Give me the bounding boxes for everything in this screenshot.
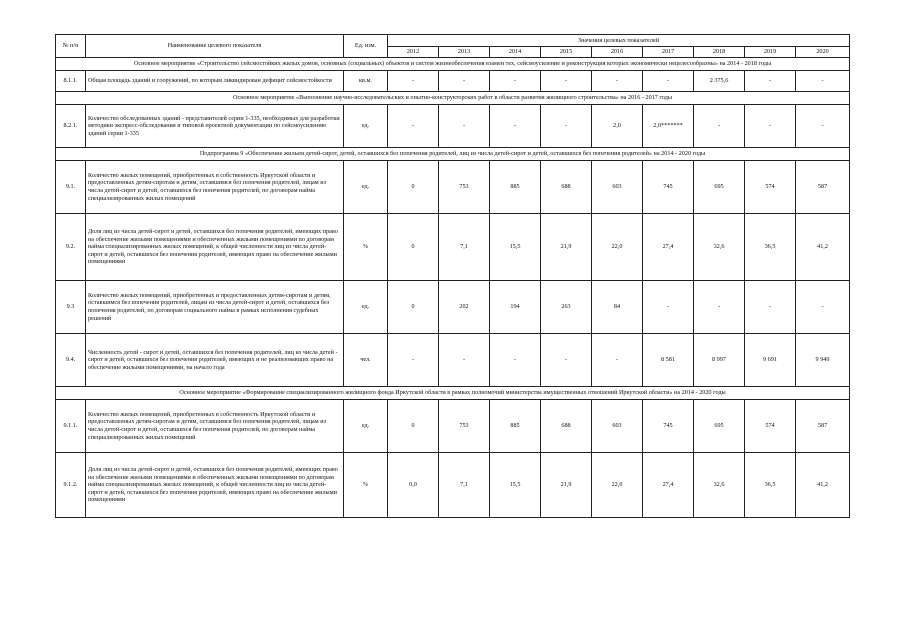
- value-cell: 41,2: [796, 214, 850, 281]
- value-cell: 22,0: [592, 214, 643, 281]
- value-cell: 745: [643, 400, 694, 453]
- section-row: [56, 92, 850, 105]
- value-cell: 15,5: [490, 453, 541, 518]
- value-cell: -: [643, 71, 694, 92]
- section-title: Основное мероприятие «Выполнение научно-исследовательских и опытно-конструкторских работ в области развития жилищного строительства» на 2016 - 2017 годы: [56, 92, 850, 105]
- value-cell: 695: [694, 161, 745, 214]
- header-name: Наименование целевого показателя: [86, 35, 344, 58]
- section-title: Подпрограмма 9 «Обеспечение жильем детей-сирот, детей, оставшихся без попечения родителей, лиц из числа детей-сирот и детей, оставшихся без попечения родителей» на 2014 - 2020 годы: [56, 148, 850, 161]
- row-unit: ед.: [344, 400, 388, 453]
- row-unit: ед.: [344, 161, 388, 214]
- value-cell: 745: [643, 161, 694, 214]
- value-cell: 9 949: [796, 334, 850, 387]
- value-cell: 36,5: [745, 453, 796, 518]
- row-name: Общая площадь зданий и сооружений, по которым ликвидирован дефицит сейсмостойкости: [86, 71, 344, 92]
- year-cell: 2016: [592, 47, 643, 58]
- row-unit: ед.: [344, 281, 388, 334]
- value-cell: 753: [439, 161, 490, 214]
- value-cell: 574: [745, 161, 796, 214]
- section-row: [56, 387, 850, 400]
- header-values: Значения целевых показателей: [388, 35, 850, 47]
- row-unit: кв.м.: [344, 71, 388, 92]
- year-cell: 2019: [745, 47, 796, 58]
- value-cell: -: [490, 334, 541, 387]
- row-num: 9.1.: [56, 161, 86, 214]
- value-cell: -: [745, 105, 796, 148]
- row-name: Количество жилых помещений, приобретенных в собственность Иркутской области и предоставленных детям-сиротам и детям, оставшимся без попечения родителей, лицам из числа детей-сирот и детей, оставшихся без попечения родителей, по договорам найма специализированных жилых помещений: [86, 161, 344, 214]
- value-cell: 32,6: [694, 214, 745, 281]
- value-cell: -: [388, 71, 439, 92]
- value-cell: 603: [592, 161, 643, 214]
- section-title: Основное мероприятие «Строительство сейсмостойких жилых домов, основных (социальных) объектов и систем жизнеобеспечения взамен тех, сейсмоусиление и реконструкция которых экономически нецелесообразны» на 2014 - 2018 годы: [56, 58, 850, 71]
- value-cell: -: [745, 281, 796, 334]
- value-cell: 574: [745, 400, 796, 453]
- header-unit: Ед. изм.: [344, 35, 388, 58]
- table-row: [56, 281, 850, 334]
- row-num: 9.2.: [56, 214, 86, 281]
- value-cell: -: [592, 334, 643, 387]
- row-name: Численность детей - сирот и детей, оставшихся без попечения родителей, лиц из числа детей - сирот и детей, оставшихся без попечения родителей, имеющих и не реализовавших право на обеспечение жилыми помещениями, на начало года: [86, 334, 344, 387]
- value-cell: -: [388, 105, 439, 148]
- table-row: [56, 161, 850, 214]
- row-num: 9.3: [56, 281, 86, 334]
- value-cell: 695: [694, 400, 745, 453]
- row-num: 9.4.: [56, 334, 86, 387]
- value-cell: -: [745, 71, 796, 92]
- year-cell: 2017: [643, 47, 694, 58]
- year-cell: 2015: [541, 47, 592, 58]
- table-row: [56, 400, 850, 453]
- value-cell: 21,9: [541, 453, 592, 518]
- value-cell: 84: [592, 281, 643, 334]
- row-unit: %: [344, 214, 388, 281]
- section-row: [56, 148, 850, 161]
- row-name: Количество жилых помещений, приобретенных в собственность Иркутской области и предоставленных детям-сиротам и детям, оставшимся без попечения родителей, лицам из числа детей-сирот и детей, оставшихся без попечения родителей, по договорам найма специализированных жилых помещений: [86, 400, 344, 453]
- row-num: 8.2.1.: [56, 105, 86, 148]
- row-unit: чел.: [344, 334, 388, 387]
- year-cell: 2018: [694, 47, 745, 58]
- value-cell: 36,5: [745, 214, 796, 281]
- indicators-table: [55, 34, 850, 518]
- value-cell: 32,6: [694, 453, 745, 518]
- table-row: [56, 214, 850, 281]
- value-cell: 688: [541, 400, 592, 453]
- year-cell: 2012: [388, 47, 439, 58]
- row-name: Количество обследованных зданий - представителей серии 1-335, необходимых для разработки методики экспресс-обследования и типовой проектной документации по сейсмоусилению зданий серии 1-335: [86, 105, 344, 148]
- value-cell: -: [796, 281, 850, 334]
- value-cell: 2 375,6: [694, 71, 745, 92]
- value-cell: 7,1: [439, 214, 490, 281]
- value-cell: -: [490, 71, 541, 92]
- value-cell: 41,2: [796, 453, 850, 518]
- year-cell: 2013: [439, 47, 490, 58]
- value-cell: 27,4: [643, 453, 694, 518]
- row-num: 8.1.1.: [56, 71, 86, 92]
- value-cell: 0: [388, 281, 439, 334]
- table-row: [56, 105, 850, 148]
- value-cell: 27,4: [643, 214, 694, 281]
- value-cell: 0: [388, 161, 439, 214]
- table-row: [56, 334, 850, 387]
- value-cell: -: [388, 334, 439, 387]
- value-cell: 0: [388, 400, 439, 453]
- value-cell: 0,0: [388, 453, 439, 518]
- value-cell: -: [694, 281, 745, 334]
- value-cell: 688: [541, 161, 592, 214]
- value-cell: 9 691: [745, 334, 796, 387]
- value-cell: 603: [592, 400, 643, 453]
- value-cell: -: [796, 105, 850, 148]
- value-cell: 753: [439, 400, 490, 453]
- value-cell: 263: [541, 281, 592, 334]
- value-cell: 885: [490, 400, 541, 453]
- value-cell: 8 581: [643, 334, 694, 387]
- value-cell: 587: [796, 400, 850, 453]
- value-cell: 22,0: [592, 453, 643, 518]
- value-cell: 8 997: [694, 334, 745, 387]
- value-cell: -: [694, 105, 745, 148]
- value-cell: 2,0*******: [643, 105, 694, 148]
- value-cell: -: [439, 334, 490, 387]
- value-cell: 7,1: [439, 453, 490, 518]
- row-unit: ед.: [344, 105, 388, 148]
- row-unit: %: [344, 453, 388, 518]
- value-cell: -: [439, 105, 490, 148]
- value-cell: -: [592, 71, 643, 92]
- value-cell: -: [490, 105, 541, 148]
- table-row: [56, 71, 850, 92]
- row-name: Доля лиц из числа детей-сирот и детей, оставшихся без попечения родителей, имеющих право на обеспечение жилыми помещениями и обеспеченных жилыми помещениями по договорам найма специализированных жилых помещений, к общей численности лиц из числа детей-сирот и детей, оставшихся без попечения родителей, имеющих право на обеспечение жилыми помещениями: [86, 214, 344, 281]
- value-cell: -: [643, 281, 694, 334]
- table-row: [56, 453, 850, 518]
- header-row: [56, 35, 850, 47]
- value-cell: 21,9: [541, 214, 592, 281]
- value-cell: -: [541, 105, 592, 148]
- value-cell: -: [541, 71, 592, 92]
- year-cell: 2014: [490, 47, 541, 58]
- row-name: Количество жилых помещений, приобретенных и предоставленных детям-сиротам и детям, оставшимся без попечения родителей, лицам из числа детей-сирот и детей, оставшихся без попечения родителей, по договорам социального найма в рамках исполнения судебных решений: [86, 281, 344, 334]
- value-cell: 885: [490, 161, 541, 214]
- value-cell: 2,0: [592, 105, 643, 148]
- section-row: [56, 58, 850, 71]
- value-cell: 202: [439, 281, 490, 334]
- year-cell: 2020: [796, 47, 850, 58]
- value-cell: 587: [796, 161, 850, 214]
- row-num: 9.1.1.: [56, 400, 86, 453]
- row-name: Доля лиц из числа детей-сирот и детей, оставшихся без попечения родителей, имеющих право на обеспечение жилыми помещениями и обеспеченных жилыми помещениями по договорам найма специализированных жилых помещений, к общей численности лиц из числа детей-сирот и детей, оставшихся без попечения родителей, имеющих право на обеспечение жилыми помещениями: [86, 453, 344, 518]
- value-cell: 0: [388, 214, 439, 281]
- header-num: № п/п: [56, 35, 86, 58]
- value-cell: 15,5: [490, 214, 541, 281]
- section-title: Основное мероприятие «Формирование специализированного жилищного фонда Иркутской области в рамках полномочий министерства имущественных отношений Иркутской области» на 2014 - 2020 годы: [56, 387, 850, 400]
- row-num: 9.1.2.: [56, 453, 86, 518]
- value-cell: 194: [490, 281, 541, 334]
- value-cell: -: [796, 71, 850, 92]
- value-cell: -: [541, 334, 592, 387]
- value-cell: -: [439, 71, 490, 92]
